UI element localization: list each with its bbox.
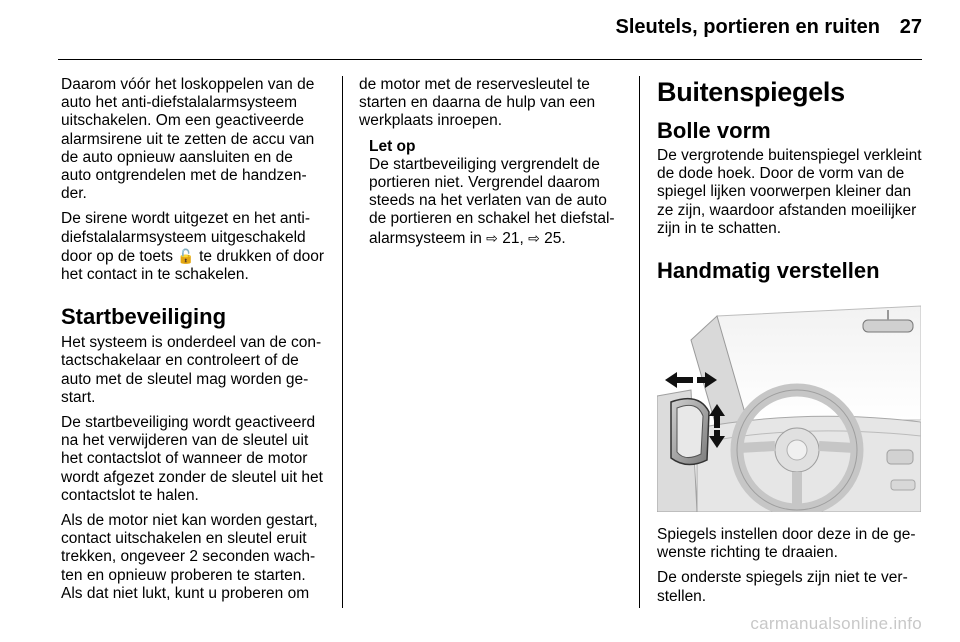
note-text bbox=[369, 156, 627, 248]
note-end: . bbox=[561, 229, 566, 247]
column-3 bbox=[657, 76, 925, 613]
paragraph-convex-mirror: De vergrotende buitenspiegel verkleint de dode hoek. Door de vorm van de spiegel lijken voorwerpen kleiner dan ze zijn, waardoor afstanden moeilijker zijn in te schatten. bbox=[657, 147, 922, 237]
section-heading-startbeveiliging: Startbeveiliging bbox=[61, 304, 227, 330]
watermark: carmanualsonline.info bbox=[750, 614, 922, 633]
paragraph-adjust-mirrors: Spiegels instellen door deze in de gewenste richting te draaien. bbox=[657, 526, 916, 562]
note-block bbox=[369, 138, 627, 248]
page-ref-1[interactable]: 21 bbox=[502, 229, 520, 247]
page-ref-arrow-icon: ⇨ bbox=[528, 229, 540, 246]
header-rule bbox=[58, 59, 922, 60]
column-divider-2 bbox=[639, 76, 640, 608]
paragraph-siren-off bbox=[61, 210, 327, 284]
page-number: 27 bbox=[899, 16, 922, 38]
paragraph-system-part: Het systeem is onderdeel van de contactschakelaar en controleert of de auto met de sleutel mag worden gestart. bbox=[61, 334, 322, 406]
unlock-key-icon: 🔓 bbox=[177, 247, 195, 264]
paragraph-alarm-disconnect: Daarom vóór het loskoppelen van de auto het anti-diefstalalarmsysteem uitschakelen. Om een geactiveerde alarmsirene uit te zetten de accu van de auto opnieuw aansluiten en de auto ontgrendelen met de handzender. bbox=[61, 76, 315, 203]
ref-separator: , bbox=[519, 229, 529, 247]
note-label: Let op bbox=[369, 137, 416, 155]
siren-text-after: te drukken of door het contact in te schakelen. bbox=[61, 247, 325, 284]
column-divider-1 bbox=[342, 76, 343, 608]
paragraph-engine-not-start: Als de motor niet kan worden gestart, contact uitschakelen en sleutel eruit trekken, ongeveer 2 seconden wachten en opnieuw proberen te starten. Als dat niet lukt, kunt u proberen om bbox=[61, 512, 318, 602]
page-ref-2[interactable]: 25 bbox=[544, 229, 562, 247]
paragraph-activation: De startbeveiliging wordt geactiveerd na het verwijderen van de sleutel uit het contactslot of wanneer de motor wordt afgezet zonder de sleutel uit het contactslot te halen. bbox=[61, 414, 323, 504]
sub-heading-handmatig-verstellen: Handmatig verstellen bbox=[657, 258, 880, 284]
paragraph-reserve-key: de motor met de reservesleutel te starten en daarna de hulp van een werkplaats inroepen. bbox=[359, 76, 596, 130]
sub-heading-bolle-vorm: Bolle vorm bbox=[657, 118, 771, 143]
siren-text-before: De sirene wordt uitgezet en het anti-diefstalalarmsysteem uitgeschakeld door op de toets bbox=[61, 210, 310, 265]
running-header-title: Sleutels, portieren en ruiten bbox=[615, 16, 880, 38]
car-interior-drawing bbox=[657, 300, 921, 512]
column-2 bbox=[359, 76, 627, 248]
chapter-heading-buitenspiegels: Buitenspiegels bbox=[657, 77, 845, 107]
mirror-adjustment-illustration bbox=[657, 300, 921, 512]
column-1 bbox=[61, 76, 327, 610]
paragraph-lower-mirrors: De onderste spiegels zijn niet te verstellen. bbox=[657, 569, 908, 605]
note-body: De startbeveiliging vergrendelt de portieren niet. Vergrendel daarom steeds na het verlaten van de auto de portieren en schakel het diefstalalarmsysteem in bbox=[369, 155, 615, 247]
page-ref-arrow-icon: ⇨ bbox=[486, 229, 498, 246]
